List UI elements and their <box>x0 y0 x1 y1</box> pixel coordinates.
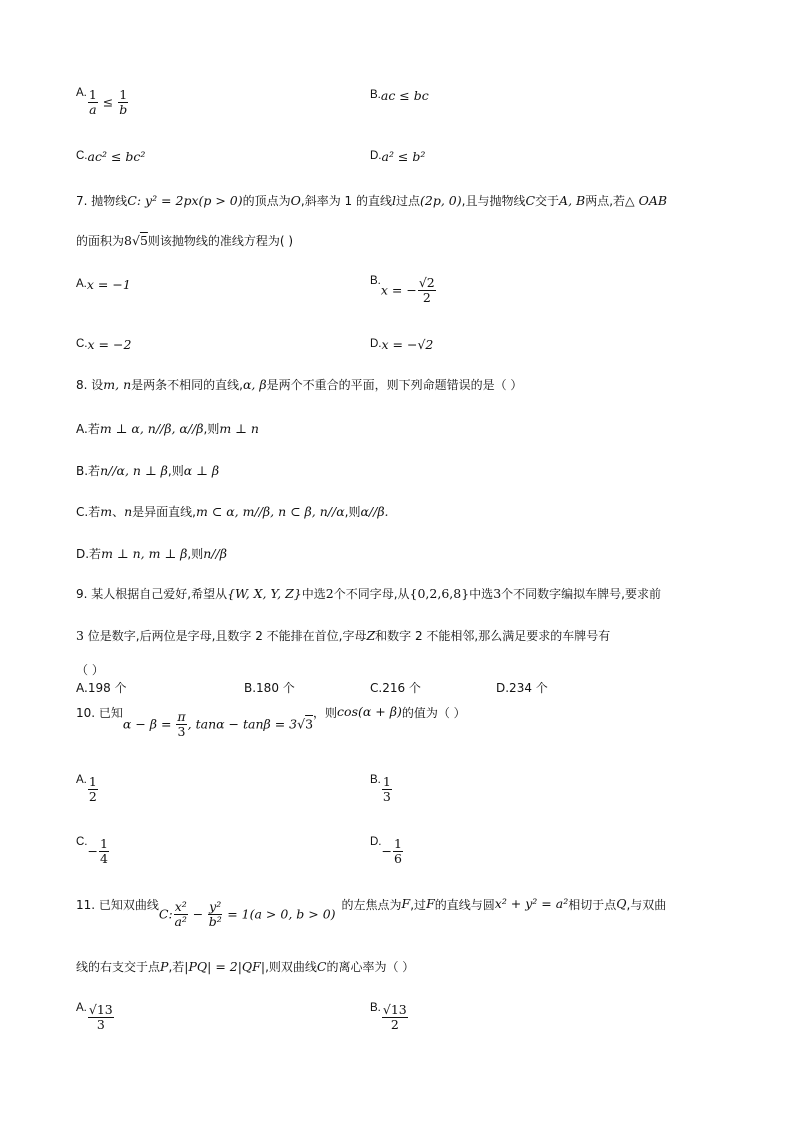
q7-stem-line2: 的面积为8√5则该抛物线的准线方程为( ) <box>76 233 294 248</box>
q10-stem: 10. 已知α − β = $\frac{\pi}{3}$ , tanα − tanβ = 3√3，则cos(α + β)的值为（ ） <box>76 704 466 740</box>
q7-option-a: A.x = −1 <box>76 277 131 292</box>
q8-option-d: D.若m ⊥ n, m ⊥ β,则n//β <box>76 546 227 561</box>
q9-stem-line3: （ ） <box>76 663 104 677</box>
q8-option-b: B.若n//α, n ⊥ β,则α ⊥ β <box>76 463 220 478</box>
q6-option-a: A. $\frac{1}{a}$ ≤ $\frac{1}{b}$ <box>76 87 128 118</box>
q11-stem-line2: 线的右支交于点P,若|PQ| = 2|QF|,则双曲线C的离心率为（ ） <box>76 959 415 974</box>
q9-stem-line1: 9. 某人根据自己爱好,希望从{W, X, Y, Z}中选2个不同字母,从{0,2,6,8}中选3个不同数字编拟车牌号,要求前 <box>76 586 661 601</box>
q11-option-a: A. $\frac{√13}{3}$ <box>76 1002 113 1033</box>
q9-stem-line2: 3 位是数字,后两位是字母,且数字 2 不能排在首位,字母Z和数字 2 不能相邻,那么满足要求的车牌号有 <box>76 628 611 643</box>
q7-option-d: D.x = −√2 <box>370 337 434 352</box>
q8-option-a: A.若m ⊥ α, n//β, α//β,则m ⊥ n <box>76 421 259 436</box>
q9-option-d: D.234 个 <box>496 681 548 695</box>
q7-stem-line1: 7. 抛物线C: y² = 2px(p > 0)的顶点为O,斜率为 1 的直线l过点(2p, 0),且与抛物线C交于A, B两点,若△ OAB <box>76 193 668 208</box>
q7-option-b: B.x = − $\frac{√2}{2}$ <box>370 275 435 306</box>
q11-stem-line1: 11. 已知双曲线C: $\frac{\text{x²}}{\text{a²}}$ − $\frac{\text{y²}}{\text{b²}}$ = 1(a > 0, b > 0)的左焦点为F,过F的直线与圆x² + y² = a²相切于点Q,与双曲 <box>76 896 667 930</box>
q6-option-d: D.a² ≤ b² <box>370 149 426 164</box>
q6-option-c: C.ac² ≤ bc² <box>76 149 146 164</box>
q10-option-c: C.− $\frac{1}{4}$ <box>76 836 108 867</box>
q10-option-b: B. $\frac{1}{3}$ <box>370 774 391 805</box>
q11-option-b: B. $\frac{√13}{2}$ <box>370 1002 407 1033</box>
q9-option-c: C.216 个 <box>370 681 421 695</box>
q8-stem: 8. 设m, n是两条不相同的直线,α, β是两个不重合的平面，则下列命题错误的是（ ） <box>76 377 523 392</box>
q8-option-c: C.若m、n是异面直线,m ⊂ α, m//β, n ⊂ β, n//α,则α//β. <box>76 504 389 519</box>
q9-option-a: A.198 个 <box>76 681 127 695</box>
q6-option-b: B.ac ≤ bc <box>370 88 429 103</box>
q10-option-d: D.− $\frac{1}{6}$ <box>370 836 402 867</box>
q9-option-b: B.180 个 <box>244 681 295 695</box>
q10-option-a: A. $\frac{1}{2}$ <box>76 774 97 805</box>
q7-option-c: C.x = −2 <box>76 337 132 352</box>
